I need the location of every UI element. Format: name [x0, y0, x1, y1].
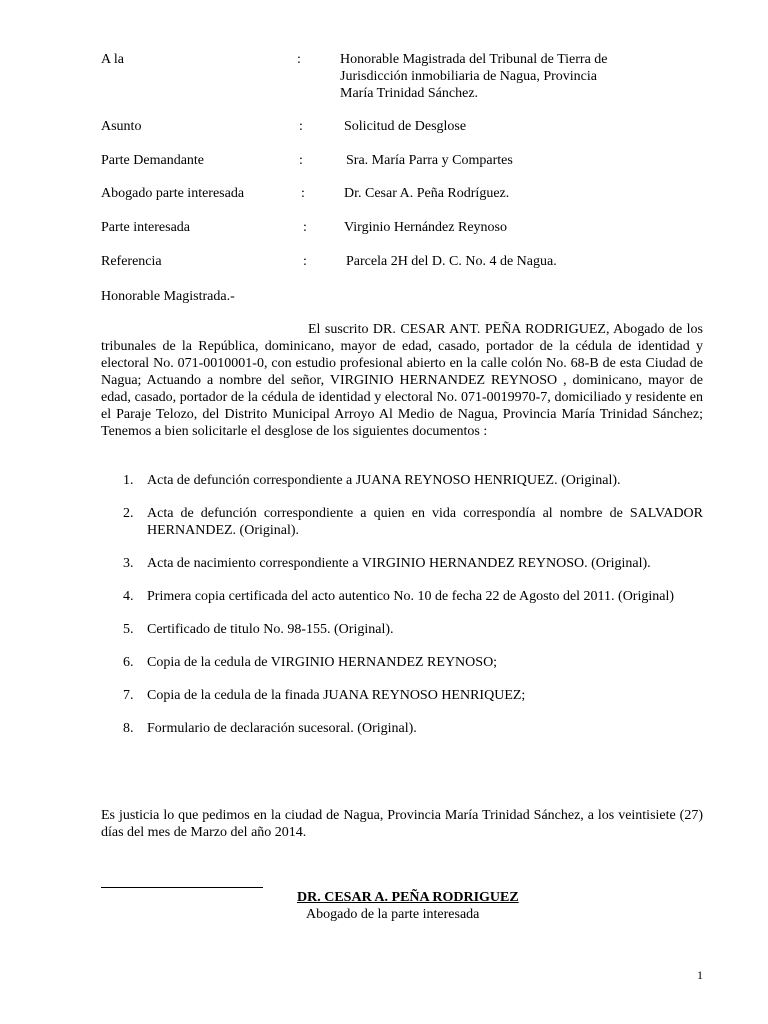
list-item-number: 6. — [123, 655, 134, 670]
signature-line — [101, 887, 263, 888]
list-item-text: Acta de defunción correspondiente a JUANA REYNOSO HENRIQUEZ. (Original). — [147, 473, 621, 488]
header-value: Solicitud de Desglose — [344, 119, 467, 134]
list-item — [101, 505, 703, 539]
header-value: Dr. Cesar A. Peña Rodríguez. — [344, 186, 510, 201]
header-label: Parte interesada — [101, 220, 191, 235]
list-item-number: 5. — [123, 622, 134, 637]
recipient-line-3: María Trinidad Sánchez. — [340, 86, 479, 101]
list-item-text: Formulario de declaración sucesoral. (Original). — [147, 721, 417, 736]
greeting: Honorable Magistrada.- — [101, 289, 235, 304]
list-item-number: 1. — [123, 473, 134, 488]
header-value: Sra. María Parra y Compartes — [346, 153, 513, 168]
header-colon: : — [297, 52, 301, 67]
list-item-number: 7. — [123, 688, 134, 703]
list-item-text: Acta de nacimiento correspondiente a VIRGINIO HERNANDEZ REYNOSO. (Original). — [147, 556, 651, 571]
list-item — [101, 472, 703, 489]
list-item-number: 3. — [123, 556, 134, 571]
header-value: Virginio Hernández Reynoso — [344, 220, 507, 235]
header-colon: : — [303, 254, 307, 269]
header-colon: : — [303, 220, 307, 235]
list-item-text: Copia de la cedula de la finada JUANA REYNOSO HENRIQUEZ; — [147, 688, 526, 703]
header-label: A la — [101, 52, 124, 67]
header-label: Parte Demandante — [101, 153, 205, 168]
header-colon: : — [299, 119, 303, 134]
header-colon: : — [301, 186, 305, 201]
list-item — [101, 720, 703, 737]
recipient-line-1: Honorable Magistrada del Tribunal de Tierra de — [340, 52, 608, 67]
header-colon: : — [299, 153, 303, 168]
header-value: Parcela 2H del D. C. No. 4 de Nagua. — [346, 254, 557, 269]
list-item-text: Acta de defunción correspondiente a quien en vida correspondía al nombre de SALVADOR HERNANDEZ. (Original). — [147, 506, 703, 538]
list-item-number: 2. — [123, 506, 134, 521]
header-label: Abogado parte interesada — [101, 186, 245, 201]
recipient-line-2: Jurisdicción inmobiliaria de Nagua, Provincia — [340, 69, 597, 84]
documents-list — [101, 472, 703, 753]
list-item-text: Certificado de titulo No. 98-155. (Original). — [147, 622, 394, 637]
header-label: Asunto — [101, 119, 142, 134]
header-a-la — [101, 52, 721, 102]
list-item-number: 4. — [123, 589, 134, 604]
list-item-text: Copia de la cedula de VIRGINIO HERNANDEZ REYNOSO; — [147, 655, 498, 670]
list-item — [101, 621, 703, 638]
list-item-text: Primera copia certificada del acto autentico No. 10 de fecha 22 de Agosto del 2011. (Original) — [147, 589, 675, 604]
list-item — [101, 588, 703, 605]
closing-paragraph: Es justicia lo que pedimos en la ciudad de Nagua, Provincia María Trinidad Sánchez, a los veintisiete (27) días del mes de Marzo del año 2014. — [101, 808, 703, 840]
list-item — [101, 654, 703, 671]
body-text: El suscrito DR. CESAR ANT. PEÑA RODRIGUEZ, Abogado de los tribunales de la República, dominicano, mayor de edad, casado, portador de la cédula de identidad y electoral No. 071-0010001-0, con estudio profesional abierto en la calle colón No. 68-B de esta Ciudad de Nagua; Actuando a nombre del señor, VIRGINIO HERNANDEZ REYNOSO , dominicano, mayor de edad, casado, portador de la cédula de identidad y electoral No. 071-0019970-7, domiciliado y residente en el Paraje Telozo, del Distrito Municipal Arroyo Al Medio de Nagua, Provincia María Trinidad Sánchez; Tenemos a bien solicitarle el desglose de los siguientes documentos : — [101, 322, 703, 439]
signature-name: DR. CESAR A. PEÑA RODRIGUEZ — [297, 890, 519, 905]
list-item — [101, 687, 703, 704]
list-item-number: 8. — [123, 721, 134, 736]
signature-role: Abogado de la parte interesada — [306, 907, 480, 922]
header-label: Referencia — [101, 254, 162, 269]
body-paragraph — [101, 321, 703, 440]
page-number: 1 — [697, 968, 703, 982]
list-item — [101, 555, 703, 572]
